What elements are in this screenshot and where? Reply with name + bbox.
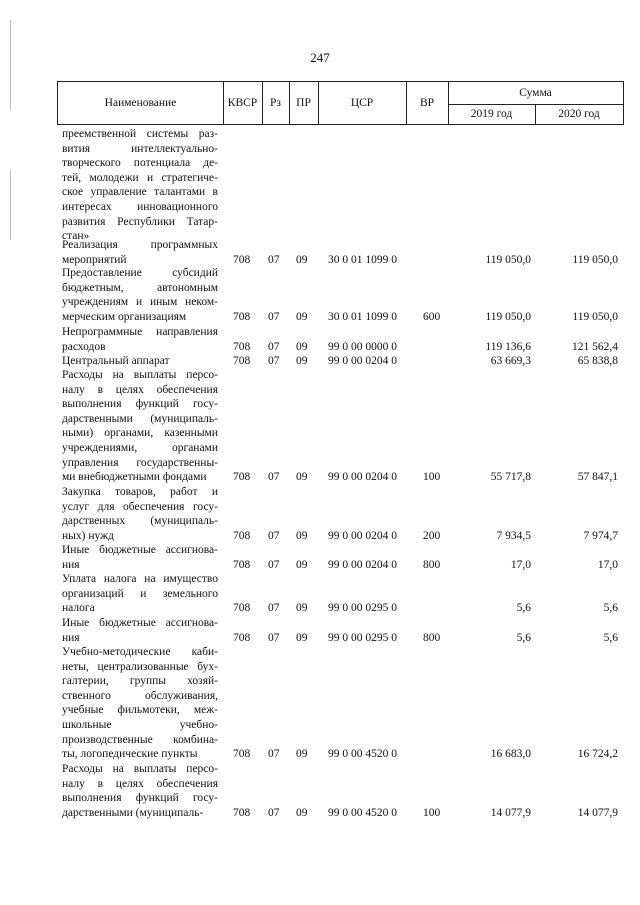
cell-y2020: 121 562,4 [572,340,618,353]
page-number: 247 [310,50,330,65]
cell-vr: 200 [423,529,441,542]
header-name: Наименование [104,97,177,109]
row-name [62,485,218,543]
header-csr: ЦСР [350,97,374,109]
header-rz: Рз [270,97,281,109]
cell-csr: 30 0 01 1099 0 [328,310,397,323]
cell-pr: 09 [296,602,308,615]
cell-pr: 09 [296,748,308,761]
row-name-line: учебные фильмотеки, меж- [62,704,218,717]
cell-y2020: 16 724,2 [577,748,618,761]
cell-y2020: 14 077,9 [577,806,618,819]
header-vr: ВР [419,97,435,109]
row-name-line: неты, централизованные бух- [62,660,218,673]
cell-kvsr: 708 [233,631,251,644]
cell-kvsr: 708 [233,310,251,323]
cell-vr: 600 [423,310,441,323]
row-name-line: ными) органами, казенными [62,427,218,440]
cell-y2019: 119 050,0 [485,253,531,266]
cell-kvsr: 708 [233,806,251,819]
cell-y2020: 5,6 [603,602,618,615]
row-name-line: Непрограммные направления [62,326,218,338]
row-name-line: Центральный аппарат [62,355,170,367]
cell-vr: 100 [423,806,441,819]
row-name-line: интересах инновационного [62,200,218,213]
cell-y2019: 119 136,6 [485,340,531,353]
cell-vr: 800 [423,558,441,571]
header-year-2020: 2020 год [558,108,600,120]
cell-y2020: 7 974,7 [583,529,618,542]
cell-kvsr: 708 [233,748,251,761]
cell-y2019: 16 683,0 [490,748,531,761]
cell-pr: 09 [296,310,308,323]
row-name-line: Предоставление субсидий [62,267,218,279]
cell-rz: 07 [268,558,280,571]
cell-kvsr: 708 [233,529,251,542]
row-name-line: творческого потенциала де- [62,157,218,170]
row-name-line: развития Республики Татар- [62,215,218,228]
row-name [62,645,218,762]
cell-y2020: 119 050,0 [572,253,618,266]
cell-rz: 07 [268,806,280,819]
row-name-line: выполнения функций госу- [62,398,218,411]
row-name-line: расходов [62,340,106,353]
cell-csr: 99 0 00 4520 0 [328,806,397,819]
row-name-line: выполнения функций госу- [62,792,218,805]
cell-y2019: 5,6 [516,631,531,644]
cell-y2019: 55 717,8 [490,471,531,484]
cell-csr: 99 0 00 0204 0 [328,471,397,484]
row-name-line: вития интеллектуально- [62,142,218,155]
row-name-line: налу в целях обеспечения [62,383,218,396]
row-name [62,325,218,354]
cell-vr: 800 [423,631,441,644]
row-name-line: Иные бюджетные ассигнова- [62,617,218,629]
row-name [62,127,218,244]
cell-rz: 07 [268,471,280,484]
row-name-line: Уплата налога на имущество [62,573,218,585]
cell-y2020: 119 050,0 [572,310,618,323]
row-name-line: налога [62,602,95,615]
cell-y2020: 57 847,1 [577,471,618,484]
row-name-line: учреждениям и иным неком- [62,296,218,309]
row-name-line: ское управление талантами в [62,186,218,199]
row-name-line: ных) нужд [62,529,114,542]
row-name [62,543,218,572]
cell-rz: 07 [268,631,280,644]
cell-csr: 99 0 00 0295 0 [328,631,397,644]
cell-kvsr: 708 [233,471,251,484]
row-name [62,572,218,616]
row-name-line: мероприятий [62,253,127,266]
row-name [62,616,218,645]
row-name-line: преемственной системы раз- [62,128,218,140]
cell-y2019: 7 934,5 [496,529,531,542]
cell-csr: 99 0 00 0204 0 [328,558,397,571]
cell-csr: 99 0 00 0000 0 [328,340,397,353]
cell-kvsr: 708 [233,355,251,367]
cell-y2019: 119 050,0 [485,310,531,323]
row-name-line: тей, молодежи и стратегиче- [62,171,218,184]
cell-y2020: 65 838,8 [577,355,618,367]
row-name-line: Закупка товаров, работ и [62,486,218,498]
cell-csr: 30 0 01 1099 0 [328,253,397,266]
row-name-line: дарственных (муниципаль- [62,515,218,528]
header-sum: Сумма [519,87,552,99]
cell-y2019: 14 077,9 [490,806,531,819]
row-name-line: дарственными (муниципаль- [62,412,218,425]
cell-rz: 07 [268,253,280,266]
row-name [62,238,218,267]
row-name-line: ния [62,558,80,571]
header-year-2019: 2019 год [470,108,513,120]
row-name [62,354,218,369]
header-pr: ПР [296,97,311,109]
row-name-line: Расходы на выплаты персо- [62,369,218,381]
cell-kvsr: 708 [233,253,251,266]
cell-csr: 99 0 00 0295 0 [328,602,397,615]
row-name-line: дарственными (муниципаль- [62,806,204,819]
cell-rz: 07 [268,602,280,615]
cell-csr: 99 0 00 4520 0 [328,748,397,761]
row-name-line: ми внебюджетными фондами [62,471,207,484]
cell-kvsr: 708 [233,602,251,615]
cell-pr: 09 [296,253,308,266]
row-name-line: услуг для обеспечения госу- [62,500,218,513]
cell-kvsr: 708 [233,340,251,353]
row-name [62,762,218,820]
cell-pr: 09 [296,631,308,644]
cell-pr: 09 [296,471,308,484]
row-name-line: организаций и земельного [62,587,218,600]
row-name-line: галтерии, группы хозяй- [62,675,218,688]
cell-pr: 09 [296,340,308,353]
row-name-line: Иные бюджетные ассигнова- [62,544,218,556]
header-kvsr: КВСР [227,97,258,109]
row-name-line: налу в целях обеспечения [62,777,218,790]
row-name [62,368,218,485]
row-name-line: производственные комбина- [62,733,218,746]
row-name-line: учреждениями, органами [62,441,218,454]
cell-rz: 07 [268,355,280,367]
row-name-line: ты, логопедические пункты [62,748,198,761]
row-name-line: ния [62,631,80,644]
row-name-line: Реализация программных [62,239,218,251]
cell-pr: 09 [296,529,308,542]
cell-csr: 99 0 00 0204 0 [328,529,397,542]
cell-kvsr: 708 [233,558,251,571]
row-name-line: мерческим организациям [62,310,187,323]
row-name-line: стан» [62,230,90,243]
row-name-line: управления государственны- [62,456,218,469]
cell-y2019: 63 669,3 [490,355,531,367]
cell-y2020: 17,0 [597,558,618,571]
row-name-line: Расходы на выплаты персо- [62,763,218,775]
cell-pr: 09 [296,558,308,571]
cell-rz: 07 [268,340,280,353]
row-name-line: ственного обслуживания, [62,689,218,702]
cell-vr: 100 [423,471,441,484]
row-name [62,266,218,324]
cell-y2020: 5,6 [603,631,618,644]
row-name-line: школьные учебно- [62,718,218,731]
row-name-line: бюджетным, автономным [62,281,218,294]
row-name-line: Учебно-методические каби- [62,646,218,658]
cell-pr: 09 [296,806,308,819]
cell-rz: 07 [268,310,280,323]
cell-y2019: 5,6 [516,602,531,615]
cell-rz: 07 [268,529,280,542]
cell-csr: 99 0 00 0204 0 [328,355,397,367]
cell-rz: 07 [268,748,280,761]
cell-y2019: 17,0 [510,558,531,571]
cell-pr: 09 [296,355,308,367]
